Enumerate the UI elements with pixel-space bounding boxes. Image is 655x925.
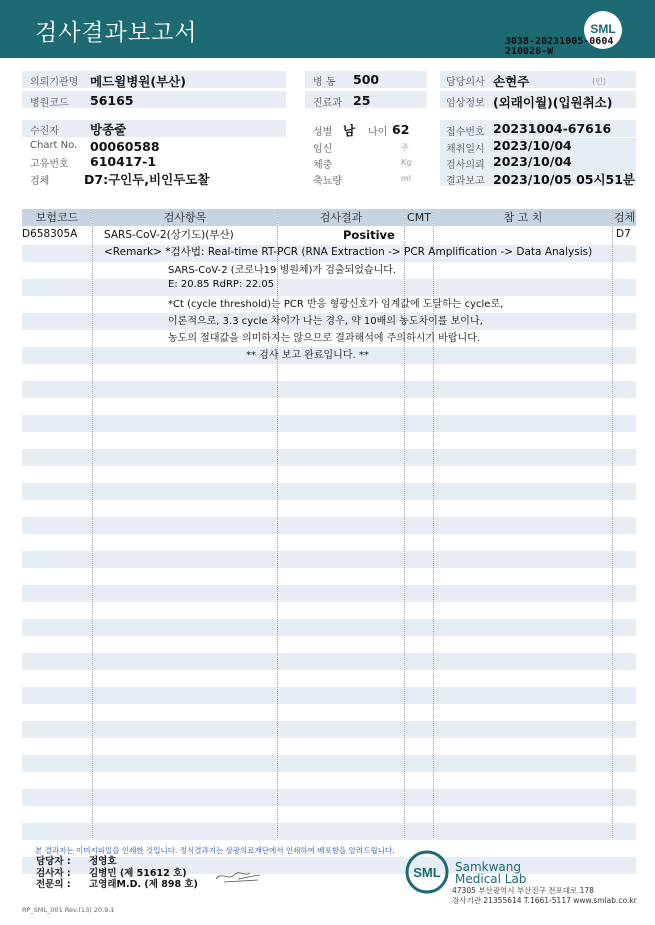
table-row-stripe [22, 585, 636, 602]
weight-unit: Kg [401, 158, 412, 167]
report-number-line-1: 3038-20231005-0604 [505, 36, 614, 47]
doctor-value: 손현주 [493, 74, 530, 89]
ward-value: 500 [353, 72, 380, 87]
specialist-label: 전문의 : [36, 879, 71, 890]
lab-name-line-2: Medical Lab [455, 872, 527, 886]
table-row-stripe [22, 449, 636, 466]
remark-line-2: SARS-CoV-2 (코로나19 병원체)가 검출되었습니다. [168, 265, 397, 276]
table-row-stripe [22, 687, 636, 704]
table-row-stripe [22, 823, 636, 840]
patient-value: 방종줄 [90, 122, 127, 137]
reported-value: 2023/10/05 05시51분 [493, 172, 636, 187]
urine-unit: ml [401, 174, 412, 183]
sml-footer-logo-text: SML [413, 865, 441, 880]
clinical-info-label: 임상정보 [446, 98, 485, 109]
department-value: 25 [353, 93, 371, 108]
ward-label: 병 동 [313, 77, 336, 88]
sex-label: 성별 [313, 127, 333, 138]
lab-name-line-1: Samkwang [455, 860, 521, 874]
remark-line-3: E: 20.85 RdRP: 22.05 [168, 279, 275, 290]
table-row-stripe [22, 653, 636, 670]
id-no-value: 610417-1 [90, 154, 157, 169]
table-row-stripe [22, 381, 636, 398]
inspector-label: 검사자 : [36, 868, 71, 879]
hospital-code-value: 56165 [90, 93, 134, 108]
table-row-stripe [22, 551, 636, 568]
chart-no-value: 00060588 [90, 139, 160, 154]
clinical-info-value: (외래이월)(입원취소) [493, 95, 613, 110]
result-item: SARS-CoV-2(상기도)(부산) [104, 229, 234, 241]
requested-value: 2023/10/04 [493, 154, 572, 169]
receipt-label: 접수번호 [446, 127, 485, 138]
remark-line-4: *Ct (cycle threshold)는 PCR 반응 형광신호가 임계값에 도달하는 cycle로, [168, 299, 504, 310]
age-label: 나이 [368, 127, 388, 138]
age-value: 62 [392, 122, 410, 137]
info-band-7 [22, 120, 286, 137]
print-notice: 본 결과지는 이미지파일을 인쇄한 것입니다. 정식결과지는 삼광의료재단에서 인쇄하여 배포함을 알려드립니다. [35, 846, 395, 855]
sml-logo-text: SML [590, 22, 616, 36]
remark-line-6: 농도의 절대값을 의미하지는 않으므로 결과해석에 주의하시기 바랍니다. [168, 333, 481, 344]
table-row-stripe [22, 755, 636, 772]
requested-label: 검사의뢰 [446, 160, 485, 171]
specialist-name: 고영래M.D. (제 898 호) [89, 879, 198, 890]
header-reference: 참 고 치 [434, 209, 612, 226]
pregnancy-label: 임신 [313, 144, 333, 155]
sex-value: 남 [343, 123, 356, 138]
table-row-stripe [22, 415, 636, 432]
collected-value: 2023/10/04 [493, 138, 572, 153]
table-row-stripe [22, 517, 636, 534]
urine-label: 축뇨량 [313, 176, 342, 187]
weight-label: 체중 [313, 160, 333, 171]
result-specimen: D7 [616, 228, 631, 240]
chart-no-label: Chart No. [30, 140, 78, 151]
doctor-sign: (인) [592, 77, 606, 86]
manager-name: 정영호 [89, 856, 117, 867]
report-title: 검사결과보고서 [35, 20, 198, 46]
specimen-value: D7:구인두,비인두도찰 [84, 172, 210, 187]
header-specimen: 검체 [613, 211, 636, 224]
table-row-stripe [22, 483, 636, 500]
report-number-line-2: 210028-W [505, 46, 554, 57]
collected-label: 채취일시 [446, 144, 485, 155]
header-result: 검사결과 [278, 209, 404, 226]
reported-label: 결과보고 [446, 176, 485, 187]
lab-contact: 검사기관 21355614 T.1661-5117 www.smlab.co.kr [452, 896, 637, 905]
manager-label: 담당자 : [36, 856, 71, 867]
table-row-stripe [22, 279, 636, 296]
hospital-code-label: 병원코드 [30, 98, 69, 109]
remark-line-7: ** 검사 보고 완료입니다. ** [246, 350, 369, 361]
institution-value: 메드윌병원(부산) [90, 74, 186, 89]
sml-footer-logo [405, 850, 449, 894]
remark-line-5: 이론적으로, 3.3 cycle 차이가 나는 경우, 약 10배의 농도차이를 보이나, [168, 316, 483, 327]
table-row-stripe [22, 619, 636, 636]
patient-label: 수진자 [30, 126, 59, 137]
handwritten-signature [214, 867, 262, 885]
receipt-value: 20231004-67616 [493, 121, 612, 136]
table-row-stripe [22, 789, 636, 806]
form-code: RP_SML_001 Rev.(13) 20.9.1 [22, 906, 115, 914]
table-row-stripe [22, 721, 636, 738]
column-divider [612, 209, 613, 838]
department-label: 진료과 [313, 98, 342, 109]
header-cmt: CMT [405, 209, 433, 226]
inspector-name: 김병민 (제 51612 호) [89, 868, 187, 879]
remark-line-1: <Remark> *검사법: Real-time RT-PCR (RNA Extraction -> PCR Amplification -> Data Analysis) [104, 246, 593, 258]
pregnancy-unit: 주 [401, 143, 409, 152]
id-no-label: 고유번호 [30, 159, 69, 170]
header-test-item: 검사항목 [93, 209, 277, 226]
lab-address: 47305 부산광역시 부산진구 전포대로 178 [452, 886, 594, 895]
institution-label: 의뢰기관명 [30, 77, 79, 88]
column-divider [92, 209, 93, 838]
header-insurance-code: 보험코드 [22, 209, 92, 226]
specimen-label: 검체 [30, 176, 50, 187]
doctor-label: 담당의사 [446, 77, 485, 88]
result-code: D658305A [22, 228, 78, 240]
report-number [505, 37, 613, 57]
result-value: Positive [343, 228, 395, 242]
